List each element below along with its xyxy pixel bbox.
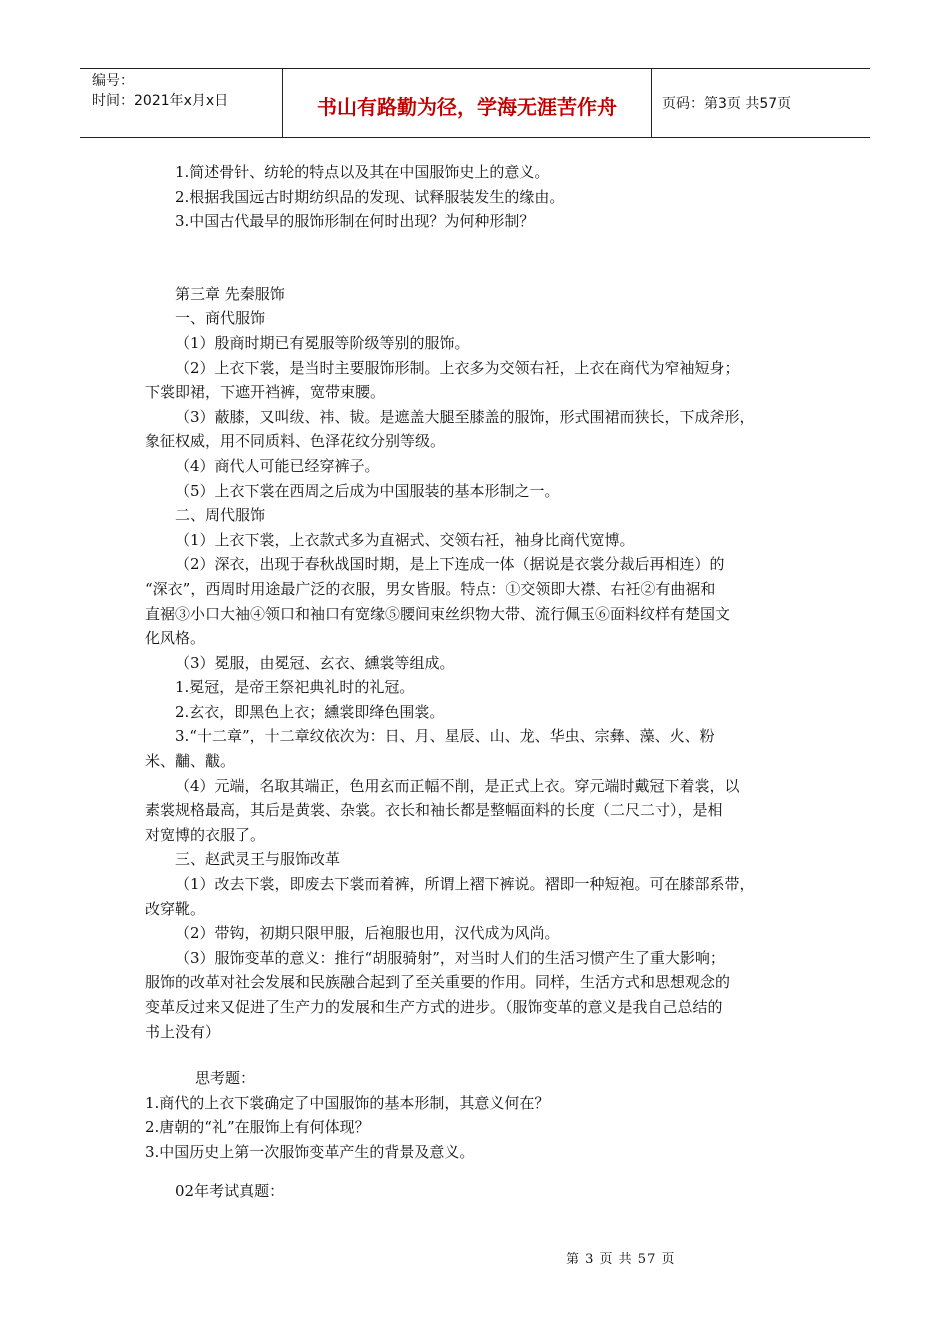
question-line: 2.根据我国远古时期纺织品的发现、试释服装发生的缘由。 [175, 187, 565, 206]
paragraph-line: 化风格。 [145, 629, 206, 648]
paragraph-line: （2）深衣，出现于春秋战国时期，是上下连成一体（据说是衣裳分裁后再相连）的 [175, 555, 725, 574]
question-line: 2.唐朝的“礼”在服饰上有何体现？ [145, 1118, 370, 1137]
paragraph-line: （4）元端，名取其端正，色用玄而正幅不削，是正式上衣。穿元端时戴冠下着裳，以 [175, 776, 740, 795]
header-page-info: 页码：第3页 共57页 [662, 96, 792, 112]
doc-time-label: 时间：2021年x月x日 [92, 93, 229, 109]
paragraph-line: 书上没有） [145, 1022, 221, 1041]
question-line: 1.简述骨针、纺轮的特点以及其在中国服饰史上的意义。 [175, 163, 550, 181]
header-meta [80, 69, 282, 137]
paragraph-line: （1）改去下裳，即废去下裳而着裤，所谓上褶下裤说。褶即一种短袍。可在膝部系带， [175, 875, 755, 894]
section-heading: 一、商代服饰 [175, 309, 266, 328]
page-header [80, 68, 870, 138]
paragraph-line: 2.玄衣，即黑色上衣；纁裳即绛色围裳。 [175, 702, 445, 721]
paragraph-line: 变革反过来又促进了生产力的发展和生产方式的进步。（服饰变革的意义是我自己总结的 [145, 998, 723, 1016]
question-line: 3.中国历史上第一次服饰变革产生的背景及意义。 [145, 1142, 475, 1161]
chapter-title: 第三章 先秦服饰 [175, 284, 285, 303]
page-footer: 第 3 页 共 57 页 [566, 1252, 676, 1267]
paragraph-line: （4）商代人可能已经穿裤子。 [175, 456, 380, 475]
paragraph-line: 服饰的改革对社会发展和民族融合起到了至关重要的作用。同样，生活方式和思想观念的 [145, 973, 731, 992]
section-heading: 三、赵武灵王与服饰改革 [175, 850, 341, 869]
paragraph-line: （5）上衣下裳在西周之后成为中国服装的基本形制之一。 [175, 481, 560, 500]
paragraph-line: 改穿靴。 [145, 899, 206, 918]
paragraph-line: （3）服饰变革的意义：推行“胡服骑射”，对当时人们的生活习惯产生了重大影响； [175, 948, 725, 967]
paragraph-line: 3.“十二章”，十二章纹依次为：日、月、星辰、山、龙、华虫、宗彝、藻、火、粉 [175, 727, 715, 746]
paragraph-line: “深衣”，西周时用途最广泛的衣服，男女皆服。特点：①交领即大襟、右衽②有曲裾和 [145, 579, 716, 598]
paragraph-line: 对宽博的衣服了。 [145, 825, 266, 844]
section-heading: 二、周代服饰 [175, 506, 266, 525]
paragraph-line: （1）殷商时期已有冕服等阶级等别的服饰。 [175, 333, 470, 352]
paragraph-line: 象征权威，用不同质料、色泽花纹分别等级。 [145, 432, 446, 451]
paragraph-line: 素裳规格最高，其后是黄裳、杂裳。衣长和袖长都是整幅面料的长度（二尺二寸），是相 [145, 801, 723, 820]
document-body [145, 160, 815, 1203]
paragraph-line: （3）冕服，由冕冠、玄衣、纁裳等组成。 [175, 653, 455, 672]
paragraph-line: （3）蔽膝，又叫绂、祎、韨。是遮盖大腿至膝盖的服饰，形式围裙而狭长，下成斧形， [175, 407, 755, 426]
question-line: 3.中国古代最早的服饰形制在何时出现？为何种形制？ [175, 212, 535, 231]
exam-title: 02年考试真题： [175, 1181, 285, 1200]
header-motto: 书山有路勤为径，学海无涯苦作舟 [282, 69, 652, 137]
paragraph-line: 直裾③小口大袖④领口和袖口有宽缘⑤腰间束丝织物大带、流行佩玉⑥面料纹样有楚国文 [145, 604, 731, 623]
paragraph-line: 下裳即裙，下遮开裆裤，宽带束腰。 [145, 383, 386, 402]
paragraph-line: （2）带钩，初期只限甲服，后袍服也用，汉代成为风尚。 [175, 924, 560, 943]
paragraph-line: 米、黼、黻。 [145, 752, 236, 771]
questions-title: 思考题： [195, 1069, 256, 1088]
question-line: 1.商代的上衣下裳确定了中国服饰的基本形制，其意义何在？ [145, 1093, 550, 1112]
paragraph-line: （2）上衣下裳，是当时主要服饰形制。上衣多为交领右衽，上衣在商代为窄袖短身； [175, 358, 740, 377]
paragraph-line: 1.冕冠，是帝王祭祀典礼时的礼冠。 [175, 678, 415, 697]
paragraph-line: （1）上衣下裳，上衣款式多为直裾式、交领右衽，袖身比商代宽博。 [175, 530, 635, 549]
doc-code-label: 编号： [92, 73, 134, 89]
